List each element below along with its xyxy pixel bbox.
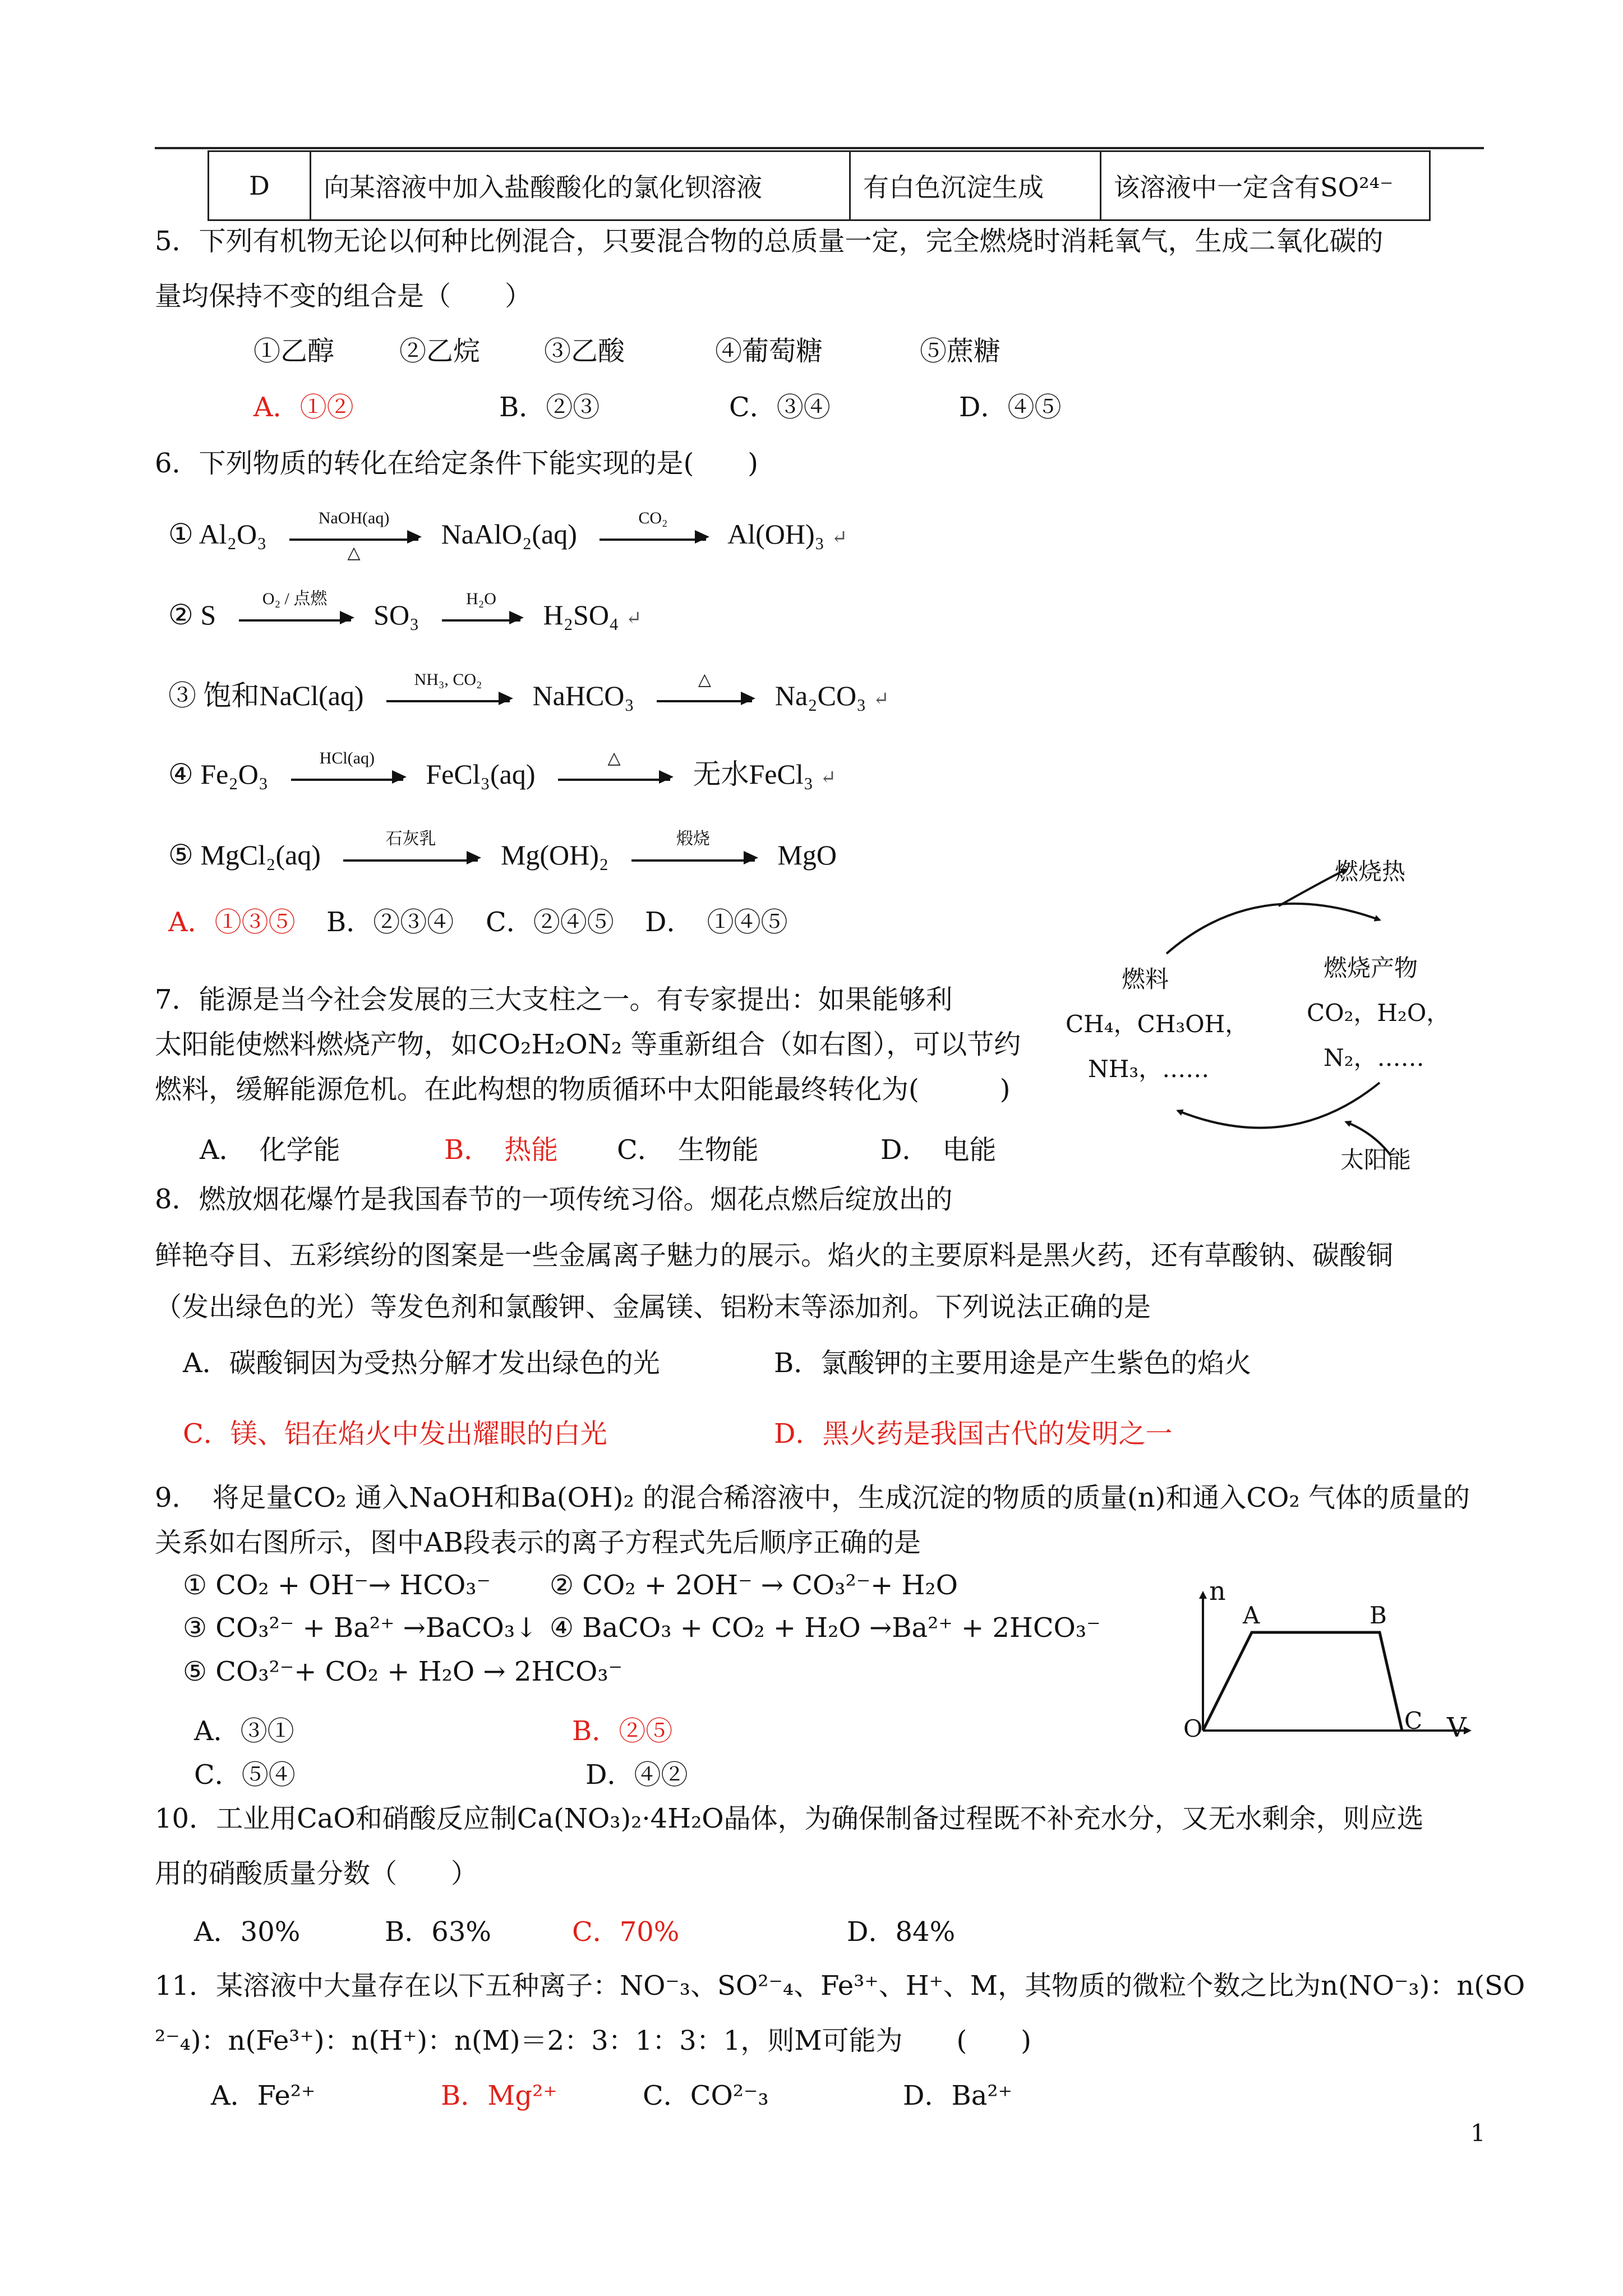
- q11-option-a: A．Fe²⁺: [211, 2080, 316, 2111]
- reaction-arrow: H₂O: [442, 615, 520, 622]
- q9-equation-4: ④ BaCO₃ + CO₂ + H₂O →Ba²⁺ + 2HCO₃⁻: [550, 1612, 1101, 1644]
- q9-option-c: C．⑤④: [194, 1759, 296, 1791]
- q8-option-c: C．镁、铝在焰火中发出耀眼的白光: [183, 1418, 607, 1450]
- label-solar: 太阳能: [1340, 1146, 1412, 1174]
- table-cell-conclusion: 该溶液中一定含有SO²⁴⁻: [1101, 151, 1430, 220]
- q9-option-d: D．④②: [585, 1759, 688, 1791]
- reaction-number: ①: [168, 518, 193, 550]
- table-cell-phenomenon: 有白色沉淀生成: [850, 151, 1101, 220]
- intermediate: NaHCO₃: [532, 680, 634, 711]
- q10-option-a: A．30%: [194, 1916, 301, 1948]
- q8-option-d: D．黑火药是我国古代的发明之一: [774, 1418, 1173, 1450]
- q7-option-d: D． 电能: [880, 1134, 997, 1166]
- reaction-2: [168, 589, 642, 636]
- label-fuel: 燃料: [1122, 965, 1169, 993]
- q5-item: ⑤蔗糖: [920, 335, 1001, 367]
- precipitate-graph: [1178, 1582, 1492, 1750]
- q9-line1: 9． 将足量CO₂ 通入NaOH和Ba(OH)₂ 的混合稀溶液中，生成沉淀的物质的质量(n)和通入CO₂ 气体的质量的: [155, 1482, 1470, 1513]
- return-mark: ↵: [625, 608, 642, 629]
- q9-option-a: A．③①: [194, 1715, 294, 1747]
- product: Na₂CO₃: [774, 680, 866, 711]
- answer-table: [208, 150, 1431, 221]
- top-arc-arrow: [1166, 904, 1380, 954]
- table-cell-option: D: [209, 151, 311, 220]
- graph-y-label: n: [1209, 1576, 1226, 1606]
- label-product: 燃烧产物: [1324, 954, 1418, 982]
- q9-equation-1: ① CO₂ + OH⁻→ HCO₃⁻: [183, 1570, 491, 1601]
- q8-line3: （发出绿色的光）等发色剂和氯酸钾、金属镁、铝粉末等添加剂。下列说法正确的是: [155, 1291, 1151, 1323]
- product: H₂SO₄: [543, 599, 619, 631]
- q9-option-b: B．②⑤: [572, 1715, 673, 1747]
- reactant: Fe₂O₃: [200, 758, 269, 790]
- page-number: 1: [1470, 2119, 1486, 2147]
- q8-line2: 鲜艳夺目、五彩缤纷的图案是一些金属离子魅力的展示。焰火的主要原料是黑火药，还有草酸钠、碳酸铜: [155, 1240, 1394, 1271]
- q7-line2: 太阳能使燃料燃烧产物，如CO₂H₂ON₂ 等重新组合（如右图），可以节约: [155, 1029, 1021, 1060]
- q7-line1: 7．能源是当今社会发展的三大支柱之一。有专家提出：如果能够利: [155, 984, 953, 1015]
- reaction-arrow: NaOH(aq) △: [289, 534, 418, 541]
- q8-option-b: B．氯酸钾的主要用途是产生紫色的焰火: [774, 1347, 1252, 1379]
- table-row: [209, 151, 1430, 220]
- q5-item: ①乙醇: [253, 335, 335, 367]
- reaction-number: ④: [168, 758, 193, 790]
- product: Al(OH)₃: [727, 518, 825, 550]
- reaction-arrow: △: [558, 774, 670, 781]
- q11-line1: 11．某溶液中大量存在以下五种离子：NO⁻₃、SO²⁻₄、Fe³⁺、H⁺、M，其物质的微粒个数之比为n(NO⁻₃)：n(SO: [155, 1970, 1525, 2001]
- intermediate: NaAlO₂(aq): [441, 518, 577, 550]
- q6-option-c: C．②④⑤: [486, 907, 614, 938]
- reaction-arrow: △: [657, 696, 752, 702]
- reaction-number: ③: [168, 680, 196, 711]
- q11-option-d: D．Ba²⁺: [903, 2080, 1012, 2111]
- reaction-3: [168, 670, 889, 716]
- q11-option-c: C．CO²⁻₃: [643, 2080, 769, 2111]
- reaction-arrow: HCl(aq): [291, 774, 403, 781]
- q5-item: ②乙烷: [399, 335, 481, 367]
- q10-option-d: D．84%: [847, 1916, 956, 1948]
- return-mark: ↵: [873, 689, 889, 710]
- q6-option-b: B．②③④: [326, 907, 454, 938]
- bottom-arc-arrow: [1178, 1083, 1380, 1128]
- q11-line2: ²⁻₄)：n(Fe³⁺)：n(H⁺)：n(M)＝2：3：1：3：1，则M可能为 ( ): [155, 2025, 1031, 2056]
- q6-option-d: D． ①④⑤: [645, 907, 788, 938]
- q7-option-c: C． 生物能: [617, 1134, 759, 1166]
- q10-option-c: C．70%: [572, 1916, 680, 1948]
- q5-item: ③乙酸: [544, 335, 625, 367]
- q5-option-b: B．②③: [499, 392, 600, 423]
- q5-option-d: D．④⑤: [959, 392, 1062, 423]
- reaction-arrow: NH₃, CO₂: [386, 696, 510, 702]
- label-product-list1: CO₂，H₂O，: [1307, 999, 1450, 1027]
- header-rule: [155, 147, 1484, 149]
- table-cell-operation: 向某溶液中加入盐酸酸化的氯化钡溶液: [311, 151, 850, 220]
- q5-stem-line1: 5．下列有机物无论以何种比例混合，只要混合物的总质量一定，完全燃烧时消耗氧气，生成二氧化碳的: [155, 226, 1384, 257]
- reaction-arrow: 煅烧: [631, 855, 755, 862]
- q7-line3: 燃料，缓解能源危机。在此构想的物质循环中太阳能最终转化为( ): [155, 1074, 1011, 1105]
- label-fuel-list2: NH₃，……: [1088, 1055, 1210, 1083]
- graph-point-c: C: [1404, 1707, 1423, 1734]
- product: 无水FeCl₃: [693, 758, 814, 790]
- graph-point-b: B: [1370, 1602, 1387, 1629]
- reaction-5: [168, 829, 837, 872]
- reactant: 饱和NaCl(aq): [203, 680, 364, 711]
- curve-line: [1203, 1632, 1402, 1731]
- q8-option-a: A．碳酸铜因为受热分解才发出绿色的光: [183, 1347, 660, 1379]
- q10-line1: 10．工业用CaO和硝酸反应制Ca(NO₃)₂·4H₂O晶体，为确保制备过程既不补充水分，又无水剩余，则应选: [155, 1803, 1424, 1834]
- intermediate: SO₃: [374, 599, 419, 631]
- q5-option-a: A．①②: [253, 392, 354, 423]
- reaction-4: [168, 748, 837, 795]
- intermediate: FeCl₃(aq): [426, 758, 536, 790]
- reaction-arrow: O₂ / 点燃: [239, 615, 351, 622]
- reactant: Al₂O₃: [199, 518, 267, 550]
- graph-x-label: V: [1447, 1712, 1467, 1743]
- label-fuel-list1: CH₄，CH₃OH，: [1066, 1010, 1249, 1038]
- q6-stem: 6．下列物质的转化在给定条件下能实现的是( ): [155, 448, 758, 479]
- q10-option-b: B．63%: [385, 1916, 491, 1948]
- return-mark: ↵: [820, 767, 837, 788]
- graph-origin-label: O: [1183, 1715, 1203, 1742]
- reactant: S: [200, 599, 216, 631]
- reaction-arrow: CO₂: [600, 534, 706, 541]
- label-product-list2: N₂，……: [1324, 1044, 1424, 1071]
- q9-equation-5: ⑤ CO₃²⁻+ CO₂ + H₂O → 2HCO₃⁻: [183, 1656, 623, 1687]
- q7-option-b: B． 热能: [444, 1134, 559, 1166]
- reactant: MgCl₂(aq): [200, 839, 321, 871]
- q9-equation-2: ② CO₂ + 2OH⁻ → CO₃²⁻+ H₂O: [550, 1570, 958, 1601]
- q11-option-b: B．Mg²⁺: [441, 2080, 557, 2111]
- q7-option-a: A． 化学能: [200, 1134, 340, 1166]
- reaction-number: ⑤: [168, 839, 193, 871]
- label-heat: 燃烧热: [1335, 858, 1406, 885]
- intermediate: Mg(OH)₂: [500, 839, 609, 871]
- q5-option-c: C．③④: [729, 392, 831, 423]
- q9-equation-3: ③ CO₃²⁻ + Ba²⁺ →BaCO₃↓: [183, 1612, 538, 1644]
- q8-line1: 8．燃放烟花爆竹是我国春节的一项传统习俗。烟花点燃后绽放出的: [155, 1184, 953, 1215]
- q10-line2: 用的硝酸质量分数（ ）: [155, 1858, 478, 1889]
- product: MgO: [777, 839, 837, 871]
- reaction-number: ②: [168, 599, 193, 631]
- q9-line2: 关系如右图所示，图中AB段表示的离子方程式先后顺序正确的是: [155, 1527, 921, 1558]
- reaction-arrow: 石灰乳: [343, 855, 478, 862]
- graph-point-a: A: [1243, 1602, 1260, 1629]
- q5-stem-line2: 量均保持不变的组合是（ ）: [155, 280, 532, 312]
- q6-option-a: A．①③⑤: [168, 907, 296, 938]
- reaction-1: [168, 508, 848, 562]
- q5-item: ④葡萄糖: [715, 335, 823, 367]
- return-mark: ↵: [831, 527, 848, 548]
